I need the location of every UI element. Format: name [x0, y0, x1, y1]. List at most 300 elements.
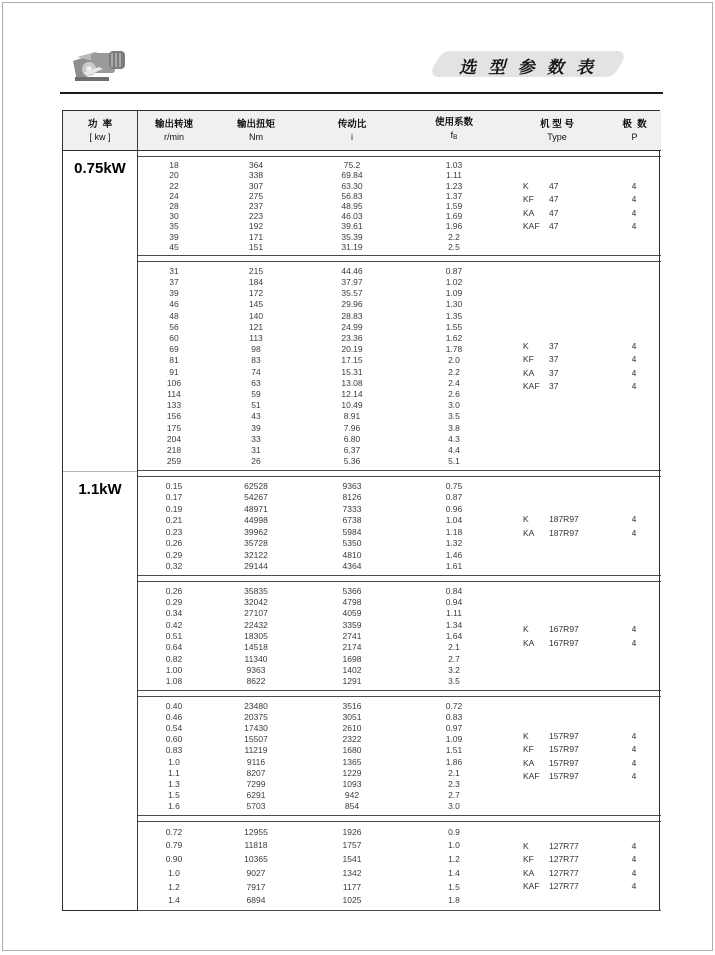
block-rows: [138, 823, 506, 909]
table-row: [138, 332, 506, 343]
cell-factor: 0.96: [445, 503, 463, 514]
cell-factor: 1.51: [445, 745, 463, 756]
type-name: KA 127R77: [523, 867, 579, 878]
cell-ratio: 24.99: [341, 321, 363, 332]
cell-speed: 0.32: [165, 561, 183, 572]
block-rows: [138, 478, 506, 574]
cell-speed: 60: [169, 332, 179, 343]
type-row: [506, 339, 661, 353]
cell-factor: 2.3: [448, 779, 460, 789]
cell-factor: 2.5: [448, 241, 460, 252]
cell-factor: 1.61: [445, 561, 463, 572]
data-block: [138, 261, 661, 471]
cell-factor: 1.86: [445, 756, 463, 767]
block-types: [506, 697, 661, 815]
cell-speed: 0.64: [165, 642, 183, 653]
cell-speed: 0.54: [165, 722, 183, 733]
cell-torque: 29144: [244, 561, 268, 572]
cell-speed: 1.5: [168, 790, 180, 801]
type-row: [506, 193, 661, 207]
type-poles: 4: [631, 221, 637, 232]
table-row: [138, 321, 506, 332]
table-row: [138, 893, 506, 907]
cell-ratio: 56.83: [341, 190, 363, 201]
cell-factor: 2.1: [448, 767, 460, 778]
cell-factor: 1.18: [445, 526, 463, 537]
type-poles: 4: [631, 854, 637, 865]
type-poles: 4: [631, 637, 637, 648]
table-row: [138, 170, 506, 180]
data-block: [138, 696, 661, 816]
cell-ratio: 17.15: [341, 355, 363, 366]
cell-factor: 1.09: [445, 288, 463, 299]
table-row: [138, 866, 506, 880]
table-row: [138, 211, 506, 221]
cell-speed: 0.26: [165, 585, 183, 596]
table-blocks: [138, 151, 661, 911]
cell-ratio: 2322: [342, 734, 362, 745]
header-divider: [60, 92, 663, 94]
block-rows: [138, 263, 506, 469]
cell-ratio: 7.96: [343, 422, 361, 433]
cell-ratio: 1698: [342, 653, 362, 664]
table-row: [138, 287, 506, 298]
type-poles: 4: [631, 194, 637, 205]
table-row: [138, 377, 506, 388]
cell-ratio: 1541: [342, 854, 362, 865]
cell-speed: 218: [166, 445, 182, 456]
cell-factor: 1.96: [445, 221, 463, 232]
type-name: KA 37: [523, 367, 559, 378]
type-row: [506, 366, 661, 380]
cell-ratio: 2610: [342, 722, 362, 733]
cell-torque: 140: [248, 310, 264, 321]
block-types: [506, 822, 661, 910]
cell-torque: 10365: [244, 854, 268, 865]
cell-factor: 1.09: [445, 734, 463, 745]
cell-speed: 1.2: [168, 881, 180, 892]
cell-torque: 11818: [244, 840, 268, 851]
cell-torque: 237: [248, 201, 264, 211]
cell-torque: 5703: [246, 801, 266, 812]
table-row: [138, 711, 506, 722]
table-row: [138, 160, 506, 170]
table-row: [138, 801, 506, 812]
cell-ratio: 1757: [342, 840, 362, 851]
cell-ratio: 1680: [342, 745, 362, 756]
cell-ratio: 35.57: [341, 288, 363, 299]
power-section-075: [63, 151, 137, 471]
cell-factor: 1.62: [445, 332, 463, 343]
cell-ratio: 12.14: [341, 389, 363, 400]
cell-factor: 0.9: [448, 826, 460, 837]
table-row: [138, 492, 506, 504]
cell-factor: 1.30: [445, 299, 463, 310]
type-name: K 187R97: [523, 514, 579, 525]
type-row: [506, 839, 661, 853]
cell-ratio: 1926: [342, 826, 362, 837]
cell-torque: 44998: [244, 515, 268, 526]
cell-factor: 2.6: [448, 389, 460, 400]
cell-torque: 22432: [244, 619, 268, 630]
cell-torque: 20375: [244, 711, 268, 722]
table-row: [138, 276, 506, 287]
type-poles: 4: [631, 527, 637, 538]
cell-speed: 20: [169, 170, 179, 181]
power-label-11: 1.1kW: [78, 481, 122, 498]
cell-ratio: 35.39: [341, 231, 363, 242]
table-row: [138, 456, 506, 467]
cell-speed: 0.72: [165, 826, 183, 837]
cell-speed: 0.21: [165, 515, 183, 526]
cell-ratio: 39.61: [341, 221, 363, 232]
type-poles: 4: [631, 624, 637, 635]
table-row: [138, 630, 506, 641]
cell-torque: 8207: [246, 767, 266, 778]
table-row: [138, 433, 506, 444]
cell-factor: 0.97: [445, 722, 463, 733]
cell-torque: 113: [249, 332, 263, 343]
cell-torque: 12955: [244, 826, 268, 837]
cell-ratio: 9363: [342, 480, 362, 491]
table-row: [138, 221, 506, 231]
cell-speed: 31: [169, 265, 179, 276]
cell-torque: 9363: [246, 664, 266, 675]
table-row: [138, 180, 506, 190]
header-torque-cn: 输出扭矩: [236, 118, 275, 130]
cell-ratio: 23.36: [341, 332, 363, 343]
type-row: [506, 206, 661, 220]
type-row: [506, 770, 661, 784]
type-name: KF 157R97: [523, 744, 579, 755]
type-name: KF 47: [523, 194, 559, 205]
cell-speed: 114: [167, 389, 181, 400]
cell-speed: 0.19: [165, 503, 183, 514]
cell-factor: 3.5: [448, 411, 460, 422]
cell-torque: 39962: [244, 526, 268, 537]
cell-speed: 1.6: [168, 801, 180, 812]
type-poles: 4: [631, 757, 637, 768]
cell-torque: 192: [248, 221, 264, 232]
type-row: [506, 526, 661, 540]
cell-ratio: 5.36: [343, 456, 361, 467]
cell-torque: 171: [248, 231, 264, 242]
cell-speed: 0.51: [165, 630, 183, 641]
cell-torque: 98: [251, 344, 261, 355]
type-poles: 4: [631, 340, 637, 351]
type-poles: 4: [631, 354, 637, 365]
cell-ratio: 10.49: [341, 400, 363, 411]
type-row: [506, 756, 661, 770]
table-row: [138, 664, 506, 675]
header-speed: [138, 111, 210, 150]
header-power-cn: 功 率: [87, 118, 113, 130]
table-row: [138, 767, 506, 778]
cell-speed: 91: [169, 366, 179, 377]
header-factor: [402, 111, 506, 150]
type-name: KAF 37: [523, 381, 559, 392]
cell-speed: 0.29: [165, 597, 183, 607]
header-poles-cn: 极 数: [622, 118, 647, 130]
cell-speed: 0.23: [165, 526, 183, 537]
cell-ratio: 4798: [342, 597, 362, 607]
type-name: KAF 47: [523, 221, 559, 232]
cell-speed: 1.0: [168, 867, 180, 878]
cell-speed: 39: [169, 288, 179, 299]
cell-ratio: 3516: [342, 700, 362, 711]
type-poles: 4: [631, 514, 637, 525]
cell-speed: 106: [166, 377, 182, 388]
cell-torque: 63: [251, 377, 261, 388]
catalog-page: [2, 2, 713, 951]
cell-factor: 3.0: [448, 801, 460, 812]
block-types: [506, 157, 661, 255]
cell-factor: 3.2: [448, 664, 460, 675]
cell-torque: 33: [251, 433, 261, 444]
cell-torque: 7299: [246, 779, 266, 789]
table-row: [138, 526, 506, 538]
cell-factor: 1.46: [445, 549, 463, 560]
cell-torque: 145: [248, 299, 264, 310]
cell-torque: 43: [251, 411, 261, 422]
cell-factor: 2.7: [448, 653, 460, 664]
type-poles: 4: [631, 881, 637, 892]
cell-ratio: 44.46: [341, 265, 363, 276]
block-rows: [138, 583, 506, 689]
block-types: [506, 477, 661, 575]
type-row: [506, 636, 661, 650]
cell-factor: 2.2: [448, 366, 460, 377]
header-ratio-unit: i: [351, 131, 353, 142]
cell-torque: 35728: [244, 538, 268, 549]
type-name: KAF 127R77: [523, 881, 579, 892]
cell-torque: 14518: [244, 642, 268, 653]
cell-torque: 26: [251, 456, 261, 467]
cell-speed: 0.83: [165, 745, 183, 756]
type-name: K 167R97: [523, 624, 579, 635]
cell-ratio: 2741: [342, 630, 362, 641]
type-row: [506, 513, 661, 527]
cell-torque: 32122: [244, 549, 268, 560]
cell-speed: 69: [169, 344, 179, 355]
cell-factor: 2.1: [448, 642, 460, 653]
cell-factor: 1.64: [445, 630, 463, 641]
cell-speed: 24: [169, 190, 179, 201]
cell-factor: 1.59: [445, 201, 463, 211]
cell-torque: 83: [251, 355, 261, 366]
cell-speed: 0.79: [165, 840, 183, 851]
type-row: [506, 880, 661, 894]
cell-factor: 1.55: [445, 321, 463, 332]
cell-factor: 1.04: [445, 515, 463, 526]
type-poles: 4: [631, 207, 637, 218]
power-label-075: 0.75kW: [74, 160, 126, 177]
cell-factor: 1.03: [445, 160, 463, 171]
cell-ratio: 1025: [342, 895, 362, 906]
cell-torque: 23480: [244, 700, 268, 711]
cell-speed: 0.46: [165, 711, 183, 722]
cell-ratio: 854: [344, 801, 360, 812]
table-row: [138, 191, 506, 201]
cell-factor: 1.32: [445, 538, 463, 549]
cell-ratio: 2174: [342, 642, 362, 653]
header-type: [506, 111, 608, 150]
header-poles: [608, 111, 661, 150]
type-name: K 47: [523, 180, 559, 191]
cell-ratio: 6.37: [343, 445, 361, 456]
cell-torque: 9116: [246, 756, 266, 767]
cell-factor: 4.4: [448, 445, 460, 456]
cell-torque: 15507: [244, 734, 268, 745]
cell-torque: 275: [248, 190, 264, 201]
table-row: [138, 734, 506, 745]
block-types: [506, 582, 661, 690]
table-row: [138, 852, 506, 866]
table-row: [138, 700, 506, 711]
table-row: [138, 232, 506, 242]
cell-ratio: 5350: [342, 538, 362, 549]
table-row: [138, 676, 506, 687]
cell-speed: 0.90: [165, 854, 183, 865]
table-row: [138, 445, 506, 456]
cell-factor: 0.87: [445, 492, 463, 503]
cell-ratio: 942: [344, 790, 360, 801]
cell-speed: 37: [169, 276, 179, 287]
header-type-cn: 机 型 号: [540, 118, 574, 130]
cell-speed: 1.08: [165, 676, 183, 687]
cell-ratio: 6738: [342, 515, 362, 526]
cell-ratio: 8.91: [343, 411, 361, 422]
header-factor-cn: 使用系数: [434, 117, 473, 128]
cell-factor: 0.75: [445, 480, 463, 491]
gearmotor-photo-icon: [69, 43, 131, 91]
type-row: [506, 220, 661, 234]
type-row: [506, 179, 661, 193]
block-types: [506, 262, 661, 470]
table-row: [138, 515, 506, 527]
cell-ratio: 13.08: [341, 377, 363, 388]
cell-torque: 121: [248, 321, 264, 332]
header-power: [63, 111, 138, 151]
cell-ratio: 1342: [342, 867, 362, 878]
type-row: [506, 729, 661, 743]
type-name: KA 47: [523, 207, 559, 218]
cell-torque: 18305: [244, 630, 268, 641]
cell-torque: 31: [251, 445, 261, 456]
cell-speed: 1.3: [168, 779, 180, 789]
cell-speed: 48: [169, 310, 179, 321]
cell-speed: 0.60: [165, 734, 183, 745]
table-row: [138, 745, 506, 756]
cell-ratio: 46.03: [341, 211, 363, 222]
cell-torque: 27107: [244, 608, 268, 619]
cell-speed: 81: [169, 355, 179, 366]
cell-factor: 1.11: [446, 170, 462, 181]
cell-factor: 0.87: [445, 265, 463, 276]
cell-speed: 0.34: [165, 608, 183, 619]
type-row: [506, 853, 661, 867]
cell-ratio: 3051: [342, 711, 362, 722]
table-row: [138, 722, 506, 733]
cell-speed: 0.40: [165, 700, 183, 711]
header-row: [138, 111, 661, 151]
header-torque-unit: Nm: [249, 131, 263, 142]
cell-factor: 1.0: [448, 840, 460, 851]
table-row: [138, 422, 506, 433]
cell-ratio: 7333: [342, 503, 362, 514]
cell-torque: 364: [248, 160, 264, 171]
cell-torque: 6894: [246, 895, 266, 906]
cell-torque: 215: [248, 265, 264, 276]
cell-speed: 0.17: [165, 492, 183, 503]
header-type-unit: Type: [547, 131, 567, 142]
cell-ratio: 20.19: [341, 344, 363, 355]
cell-factor: 2.0: [448, 355, 460, 366]
type-name: KF 37: [523, 354, 559, 365]
cell-factor: 3.0: [448, 400, 460, 411]
header-speed-unit: r/min: [164, 131, 184, 142]
cell-torque: 54267: [244, 492, 268, 503]
cell-torque: 7917: [246, 881, 266, 892]
table-row: [138, 503, 506, 515]
cell-torque: 51: [251, 400, 261, 411]
header-torque: [210, 111, 302, 150]
cell-torque: 32042: [244, 597, 268, 607]
header-power-unit: [ kw ]: [89, 131, 111, 142]
cell-speed: 46: [169, 299, 179, 310]
cell-speed: 22: [169, 180, 179, 191]
type-name: K 127R77: [523, 840, 579, 851]
cell-ratio: 8126: [342, 492, 362, 503]
table-row: [138, 299, 506, 310]
cell-speed: 35: [169, 221, 179, 232]
cell-speed: 0.29: [165, 549, 183, 560]
cell-torque: 223: [248, 211, 264, 222]
type-poles: 4: [631, 867, 637, 878]
cell-torque: 74: [251, 366, 261, 377]
selection-table: [62, 110, 660, 911]
cell-factor: 1.34: [445, 619, 463, 630]
table-row: [138, 400, 506, 411]
type-poles: 4: [631, 744, 637, 755]
cell-ratio: 1177: [342, 881, 362, 892]
table-row: [138, 344, 506, 355]
cell-ratio: 1402: [342, 664, 362, 675]
cell-speed: 28: [169, 201, 179, 211]
cell-factor: 1.23: [445, 180, 463, 191]
block-rows: [138, 698, 506, 814]
cell-speed: 18: [169, 160, 179, 171]
cell-factor: 1.35: [445, 310, 463, 321]
table-row: [138, 538, 506, 550]
cell-ratio: 4364: [342, 561, 362, 572]
cell-ratio: 28.83: [341, 310, 363, 321]
cell-speed: 204: [166, 433, 182, 444]
cell-speed: 175: [166, 422, 182, 433]
cell-factor: 3.8: [448, 422, 460, 433]
block-rows: [138, 158, 506, 254]
cell-factor: 4.3: [448, 433, 460, 444]
cell-speed: 1.00: [165, 664, 183, 675]
type-name: K 37: [523, 340, 559, 351]
cell-speed: 133: [166, 400, 182, 411]
table-row: [138, 242, 506, 252]
cell-speed: 1.4: [168, 895, 180, 906]
table-row: [138, 619, 506, 630]
table-row: [138, 411, 506, 422]
table-row: [138, 653, 506, 664]
type-row: [506, 866, 661, 880]
